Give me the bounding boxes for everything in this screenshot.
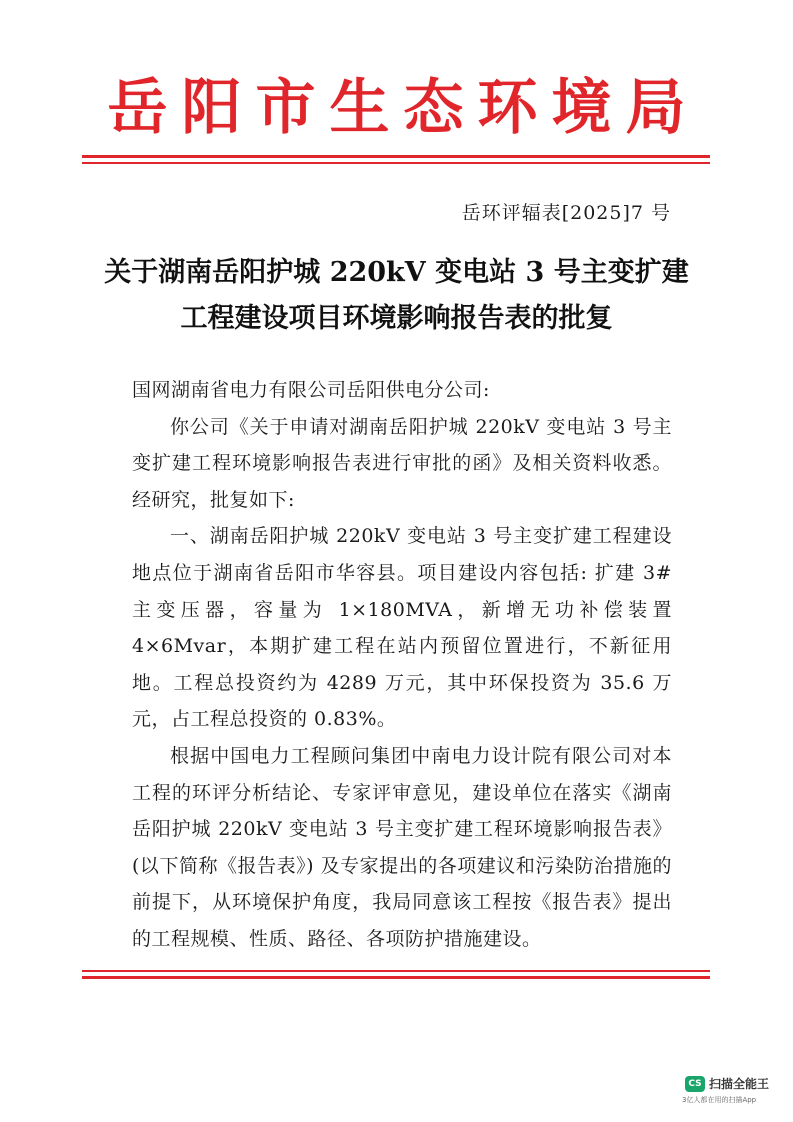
document-number: 岳环评辐表[2025]7 号 bbox=[461, 202, 671, 224]
paragraph: 一、湖南岳阳护城 220kV 变电站 3 号主变扩建工程建设地点位于湖南省岳阳市华容县。项目建设内容包括: 扩建 3# 主变压器，容量为 1×180MVA，新增无功补偿装置 4×6Mvar，本期扩建工程在站内预留位置进行，不新征用地。工程总投资约为 4289 万元，其中环保投资为 35.6 万元，占工程总投资的 0.83%。 bbox=[132, 525, 672, 731]
title-line-2: 工程建设项目环境影响报告表的批复 bbox=[180, 303, 613, 334]
camscanner-watermark bbox=[685, 1075, 769, 1092]
camscanner-icon: CS bbox=[685, 1076, 705, 1092]
addressee: 国网湖南省电力有限公司岳阳供电分公司: bbox=[132, 379, 490, 401]
paragraph: 根据中国电力工程顾问集团中南电力设计院有限公司对本工程的环评分析结论、专家评审意见，建设单位在落实《湖南岳阳护城 220kV 变电站 3 号主变扩建工程环境影响报告表》(以下简称《报告表》) 及专家提出的各项建议和污染防治措施的前提下，从环境保护角度，我局同意该工程按《报告表》提出的工程规模、性质、路径、各项防护措施建设。 bbox=[132, 744, 672, 950]
document-body bbox=[132, 372, 672, 958]
camscanner-name: 扫描全能王 bbox=[709, 1077, 770, 1091]
agency-letterhead: 岳阳市生态环境局 bbox=[107, 73, 700, 143]
camscanner-tagline: 3亿人都在用的扫描App bbox=[682, 1096, 757, 1104]
footer-rule-thin bbox=[82, 970, 710, 972]
title-line-1: 关于湖南岳阳护城 220kV 变电站 3 号主变扩建 bbox=[104, 257, 689, 288]
paragraph: 你公司《关于申请对湖南岳阳护城 220kV 变电站 3 号主变扩建工程环境影响报告表进行审批的函》及相关资料收悉。经研究，批复如下: bbox=[132, 415, 672, 511]
footer-rule-thick bbox=[82, 976, 710, 979]
document-title bbox=[100, 250, 693, 342]
header-rule-thin bbox=[82, 162, 710, 164]
header-rule-thick bbox=[82, 155, 710, 158]
